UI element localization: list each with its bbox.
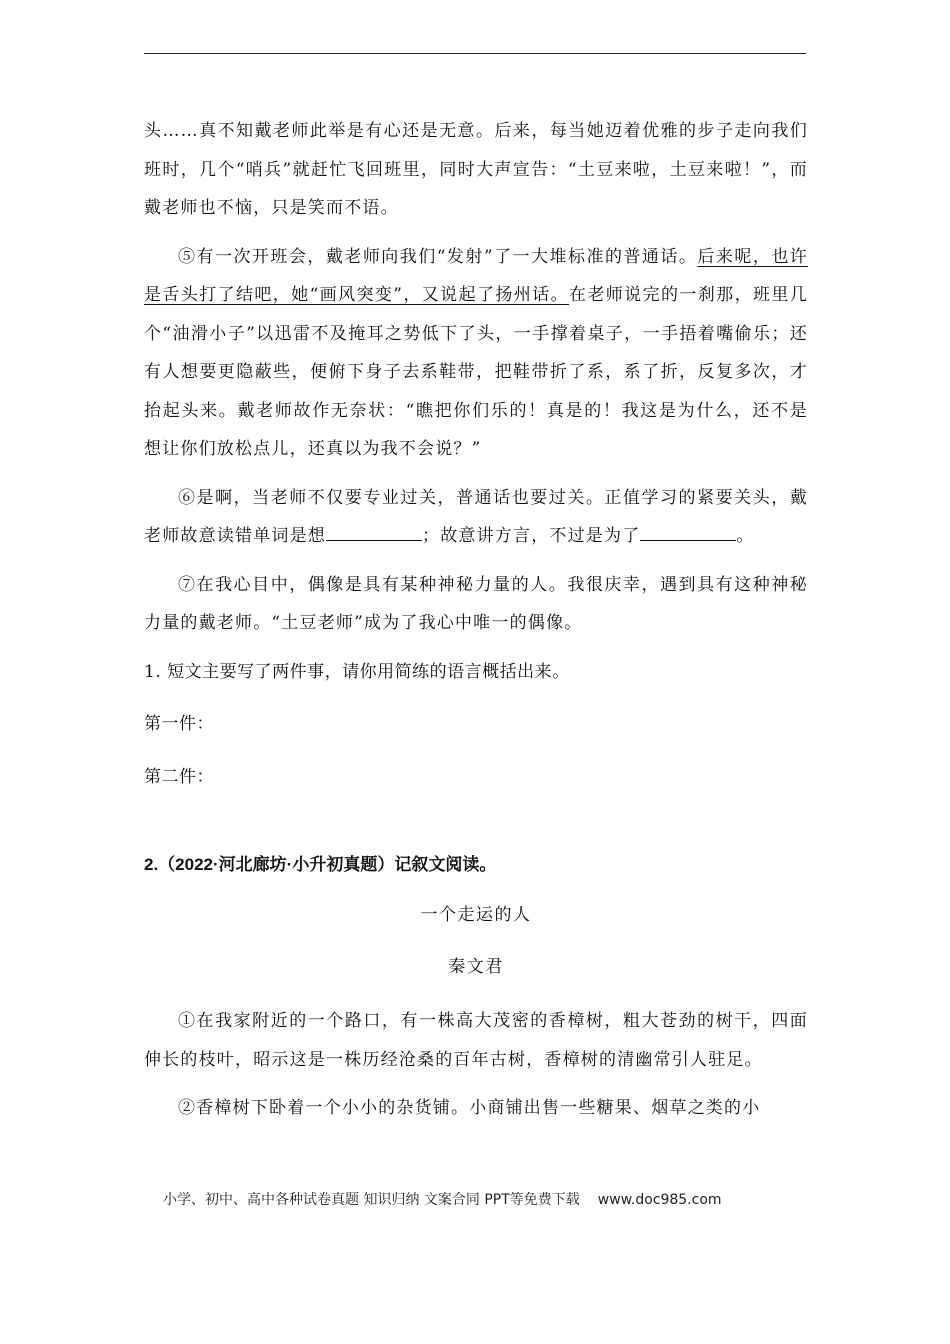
header-rule (144, 53, 806, 54)
paragraph-5 (144, 238, 808, 469)
footer-site-link[interactable]: www.doc985.com (597, 1192, 722, 1208)
paragraph-5-text-b: 在老师说完的一刹那，班里几个“油滑小子”以迅雷不及掩耳之势低下了头，一手撑着桌子，一手捂着嘴偷乐；还有人想要更隐蔽些，便俯下身子去系鞋带，把鞋带折了系，系了折，反复多次，才抬起头来。戴老师故作无奈状：“瞧把你们乐的！真是的！我这是为什么，还不是想让你们放松点儿，还真以为我不会说？” (144, 285, 808, 459)
answer-blank-2[interactable] (640, 524, 736, 541)
article-paragraph-2: ②香樟树下卧着一个小小的杂货铺。小商铺出售一些糖果、烟草之类的小 (178, 1098, 761, 1118)
page-footer (163, 1189, 722, 1209)
paragraph-7: ⑦在我心目中，偶像是具有某种神秘力量的人。我很庆幸，遇到具有这种神秘力量的戴老师。“土豆老师”成为了我心中唯一的偶像。 (144, 574, 808, 633)
paragraph-6-text-b: ；故意讲方言，不过是为了 (422, 526, 641, 546)
answer-blank-1[interactable] (326, 524, 422, 541)
paragraph-5-text-a: ⑤有一次开班会，戴老师向我们“发射”了一大堆标准的普通话。 (178, 246, 698, 267)
footer-text: 小学、初中、高中各种试卷真题 知识归纳 文案合同 PPT等免费下载 (163, 1192, 580, 1208)
paragraph-5-underlined: 后来呢，也许是舌头打了结吧，她“画风突变”，又说起了扬州话。 (144, 246, 809, 305)
paragraph-6-text-a: ⑥是啊，当老师不仅要专业过关，普通话也要过关。正值学习的紧要关头，戴老师故意读错单词是想 (144, 487, 808, 546)
document-body (144, 112, 808, 1138)
question-1-second-label: 第二件： (144, 766, 214, 787)
paragraph-6-text-c: 。 (736, 526, 755, 546)
article-author: 秦文君 (448, 957, 504, 977)
paragraph-6 (144, 479, 808, 556)
article-paragraph-1: ①在我家附近的一个路口，有一株高大茂密的香樟树，粗大苍劲的树干，四面伸长的枝叶，昭示这是一株历经沧桑的百年古树，香樟树的清幽常引人驻足。 (144, 1011, 808, 1070)
question-2-heading: 2.（2022·河北廊坊·小升初真题）记叙文阅读。 (144, 855, 497, 874)
paragraph-continuation: 头……真不知戴老师此举是有心还是无意。后来，每当她迈着优雅的步子走向我们班时，几个“哨兵”就赶忙飞回班里，同时大声宣告：“土豆来啦，土豆来啦！”，而戴老师也不恼，只是笑而不语。 (144, 121, 808, 218)
article-title: 一个走运的人 (420, 905, 532, 925)
question-1-first-label: 第一件： (144, 714, 214, 734)
question-1-prompt: 1. 短文主要写了两件事，请你用简练的语言概括出来。 (144, 661, 570, 682)
